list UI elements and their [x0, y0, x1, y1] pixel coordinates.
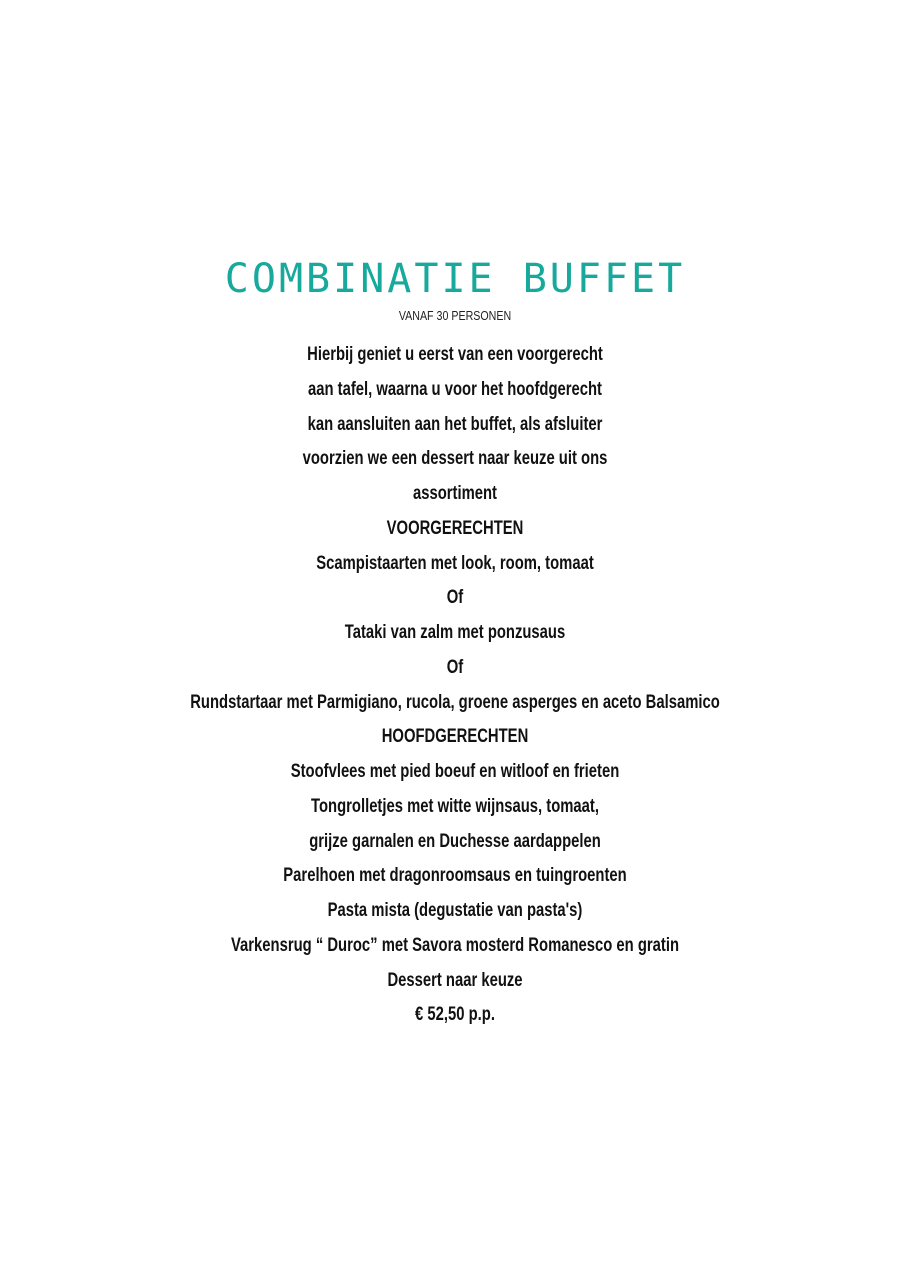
or-separator: Of [446, 656, 464, 678]
starter-item: Rundstartaar met Parmigiano, rucola, groene asperges en aceto Balsamico [190, 691, 720, 713]
intro-line: Hierbij geniet u eerst van een voorgerecht [307, 344, 603, 365]
main-course-item: Parelhoen met dragonroomsaus en tuingroenten [283, 865, 627, 887]
main-course-item: Pasta mista (degustatie van pasta's) [327, 900, 583, 921]
price: € 52,50 p.p. [415, 1004, 495, 1026]
starter-item: Tataki van zalm met ponzusaus [344, 622, 566, 643]
menu-subtitle: VANAF 30 PERSONEN [398, 308, 512, 323]
or-separator: Of [446, 587, 464, 609]
section-heading-hoofdgerechten: HOOFDGERECHTEN [381, 726, 529, 748]
starter-item: Scampistaarten met look, room, tomaat [316, 552, 594, 574]
intro-line: voorzien we een dessert naar keuze uit ons [302, 448, 608, 470]
menu-lines [0, 338, 910, 1033]
main-course-item: grijze garnalen en Duchesse aardappelen [309, 830, 601, 852]
section-heading-voorgerechten: VOORGERECHTEN [386, 517, 524, 539]
dessert-line: Dessert naar keuze [387, 969, 523, 991]
main-course-item: Stoofvlees met pied boeuf en witloof en frieten [290, 761, 620, 782]
main-course-item: Varkensrug “ Duroc” met Savora mosterd Romanesco en gratin [230, 934, 680, 956]
intro-line: aan tafel, waarna u voor het hoofdgerecht [308, 378, 602, 400]
menu-title: COMBINATIE BUFFET [224, 256, 686, 302]
intro-line: assortiment [412, 483, 497, 504]
main-course-item: Tongrolletjes met witte wijnsaus, tomaat, [311, 795, 599, 817]
intro-line: kan aansluiten aan het buffet, als afsluiter [307, 413, 603, 435]
